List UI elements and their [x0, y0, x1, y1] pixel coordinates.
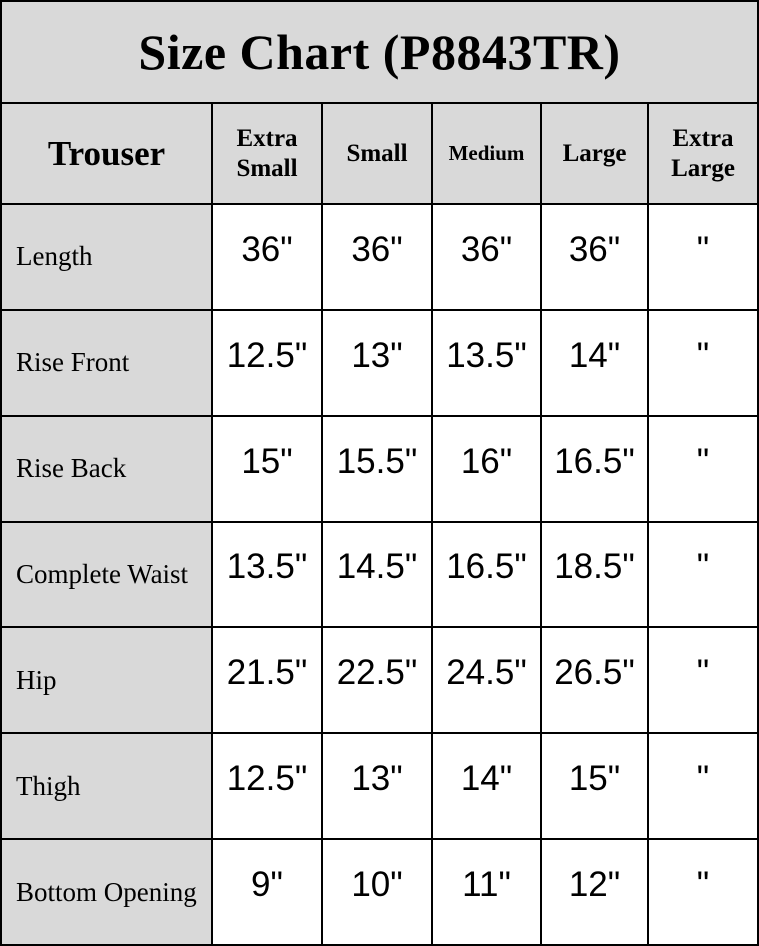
row-label-hip: Hip: [2, 628, 211, 732]
table-cell-hip-s: 22.5": [323, 628, 431, 732]
table-cell-hip-xs: 21.5": [213, 628, 321, 732]
table-cell-rise-back-xl: ": [649, 417, 757, 521]
table-cell-hip-l: 26.5": [542, 628, 647, 732]
table-cell-rise-back-xs: 15": [213, 417, 321, 521]
column-header-small: Small: [323, 104, 431, 203]
table-cell-rise-back-m: 16": [433, 417, 540, 521]
table-cell-rise-front-xl: ": [649, 311, 757, 415]
column-header-extra-large: Extra Large: [649, 104, 757, 203]
table-cell-rise-front-l: 14": [542, 311, 647, 415]
table-cell-bottom-opening-s: 10": [323, 840, 431, 944]
table-cell-length-l: 36": [542, 205, 647, 309]
row-label-rise-front: Rise Front: [2, 311, 211, 415]
table-cell-rise-back-s: 15.5": [323, 417, 431, 521]
table-cell-length-xl: ": [649, 205, 757, 309]
table-cell-rise-front-xs: 12.5": [213, 311, 321, 415]
table-cell-hip-xl: ": [649, 628, 757, 732]
table-cell-bottom-opening-m: 11": [433, 840, 540, 944]
row-label-length: Length: [2, 205, 211, 309]
table-cell-rise-front-s: 13": [323, 311, 431, 415]
table-cell-length-s: 36": [323, 205, 431, 309]
table-cell-length-xs: 36": [213, 205, 321, 309]
table-cell-complete-waist-xl: ": [649, 523, 757, 627]
table-cell-rise-back-l: 16.5": [542, 417, 647, 521]
table-cell-hip-m: 24.5": [433, 628, 540, 732]
column-header-trouser: Trouser: [2, 104, 211, 203]
row-label-rise-back: Rise Back: [2, 417, 211, 521]
table-cell-thigh-l: 15": [542, 734, 647, 838]
table-cell-complete-waist-m: 16.5": [433, 523, 540, 627]
table-cell-thigh-xs: 12.5": [213, 734, 321, 838]
chart-title: Size Chart (P8843TR): [2, 2, 757, 102]
row-label-complete-waist: Complete Waist: [2, 523, 211, 627]
table-cell-complete-waist-xs: 13.5": [213, 523, 321, 627]
table-cell-complete-waist-s: 14.5": [323, 523, 431, 627]
column-header-medium: Medium: [433, 104, 540, 203]
table-cell-bottom-opening-xl: ": [649, 840, 757, 944]
table-cell-bottom-opening-l: 12": [542, 840, 647, 944]
row-label-bottom-opening: Bottom Opening: [2, 840, 211, 944]
column-header-extra-small: Extra Small: [213, 104, 321, 203]
table-cell-rise-front-m: 13.5": [433, 311, 540, 415]
table-cell-complete-waist-l: 18.5": [542, 523, 647, 627]
table-cell-length-m: 36": [433, 205, 540, 309]
column-header-large: Large: [542, 104, 647, 203]
table-cell-thigh-m: 14": [433, 734, 540, 838]
row-label-thigh: Thigh: [2, 734, 211, 838]
table-cell-thigh-s: 13": [323, 734, 431, 838]
table-cell-bottom-opening-xs: 9": [213, 840, 321, 944]
table-cell-thigh-xl: ": [649, 734, 757, 838]
